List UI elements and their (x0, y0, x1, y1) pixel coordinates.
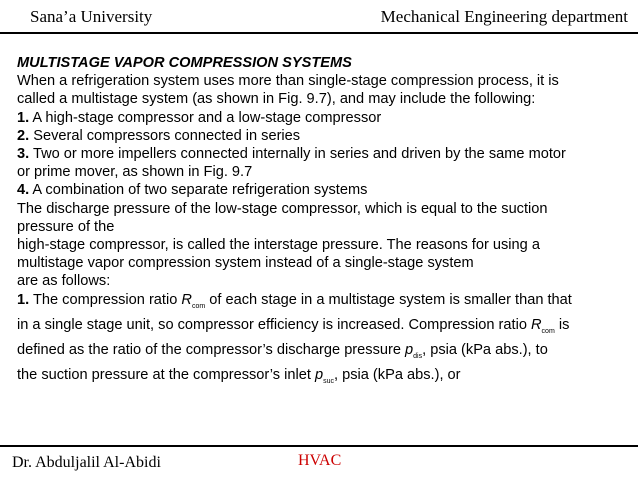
symbol-p: p (405, 341, 414, 358)
reason-1-line-4: the suction pressure at the compressor’s inlet $p_{suc}$, psia (kPa abs.), or (17, 366, 461, 385)
list-item-text: Several compressors connected in series (29, 127, 301, 144)
course-name: HVAC (298, 452, 342, 469)
list-item-4 (17, 181, 629, 199)
symbol-p: p (314, 366, 324, 383)
slide-body (17, 54, 629, 391)
list-item-3-cont: or prime mover, as shown in Fig. 9.7 (17, 164, 253, 181)
symbol-subscript: dis (413, 352, 423, 360)
department-name: Mechanical Engineering department (380, 7, 628, 26)
paragraph-line-5: are as follows: (17, 273, 111, 290)
list-number: 2. (17, 127, 30, 144)
intro-line-2: called a multistage system (as shown in Fig. 9.7), and may include the following: (17, 91, 536, 108)
slide-header (0, 0, 638, 33)
list-item-1 (17, 109, 629, 127)
list-item-text: A combination of two separate refrigeration systems (29, 182, 368, 199)
section-title: MULTISTAGE VAPOR COMPRESSION SYSTEMS (17, 55, 352, 71)
symbol-subscript: com (191, 302, 206, 310)
symbol-subscript: suc (323, 377, 334, 385)
university-name: Sana’a University (30, 7, 153, 26)
list-number: 4. (17, 182, 30, 199)
list-number: 1. (17, 109, 30, 126)
list-item-2 (17, 127, 629, 145)
paragraph-line-4: multistage vapor compression system instead of a single-stage system (17, 255, 474, 272)
paragraph-line-1: The discharge pressure of the low-stage compressor, which is equal to the suction (17, 200, 548, 217)
paragraph-line-2: pressure of the (17, 218, 115, 235)
list-number: 3. (17, 146, 30, 163)
symbol-subscript: com (541, 327, 555, 335)
reason-1-line-2: in a single stage unit, so compressor efficiency is increased. Compression ratio $R_{com}$ is (17, 316, 570, 335)
symbol-r: R (531, 316, 542, 333)
list-item-text: A high-stage compressor and a low-stage compressor (29, 109, 382, 126)
reason-1-line-1: 1. The compression ratio $R_{com}$ of each stage in a multistage system is smaller than that (17, 291, 572, 310)
symbol-r: R (181, 291, 192, 308)
reason-1-line-3: defined as the ratio of the compressor’s discharge pressure $p_{dis}$, psia (kPa abs.), to (17, 341, 548, 360)
footer-divider (0, 445, 638, 447)
paragraph-line-3: high-stage compressor, is called the interstage pressure. The reasons for using a (17, 237, 540, 254)
author-name: Dr. Abduljalil Al-Abidi (12, 454, 161, 471)
header-divider (0, 32, 638, 34)
list-item-text: Two or more impellers connected internally in series and driven by the same motor (29, 146, 566, 163)
list-item-3 (17, 145, 629, 163)
list-number: 1. (17, 291, 30, 308)
intro-line-1: When a refrigeration system uses more than single-stage compression process, it is (17, 73, 559, 90)
